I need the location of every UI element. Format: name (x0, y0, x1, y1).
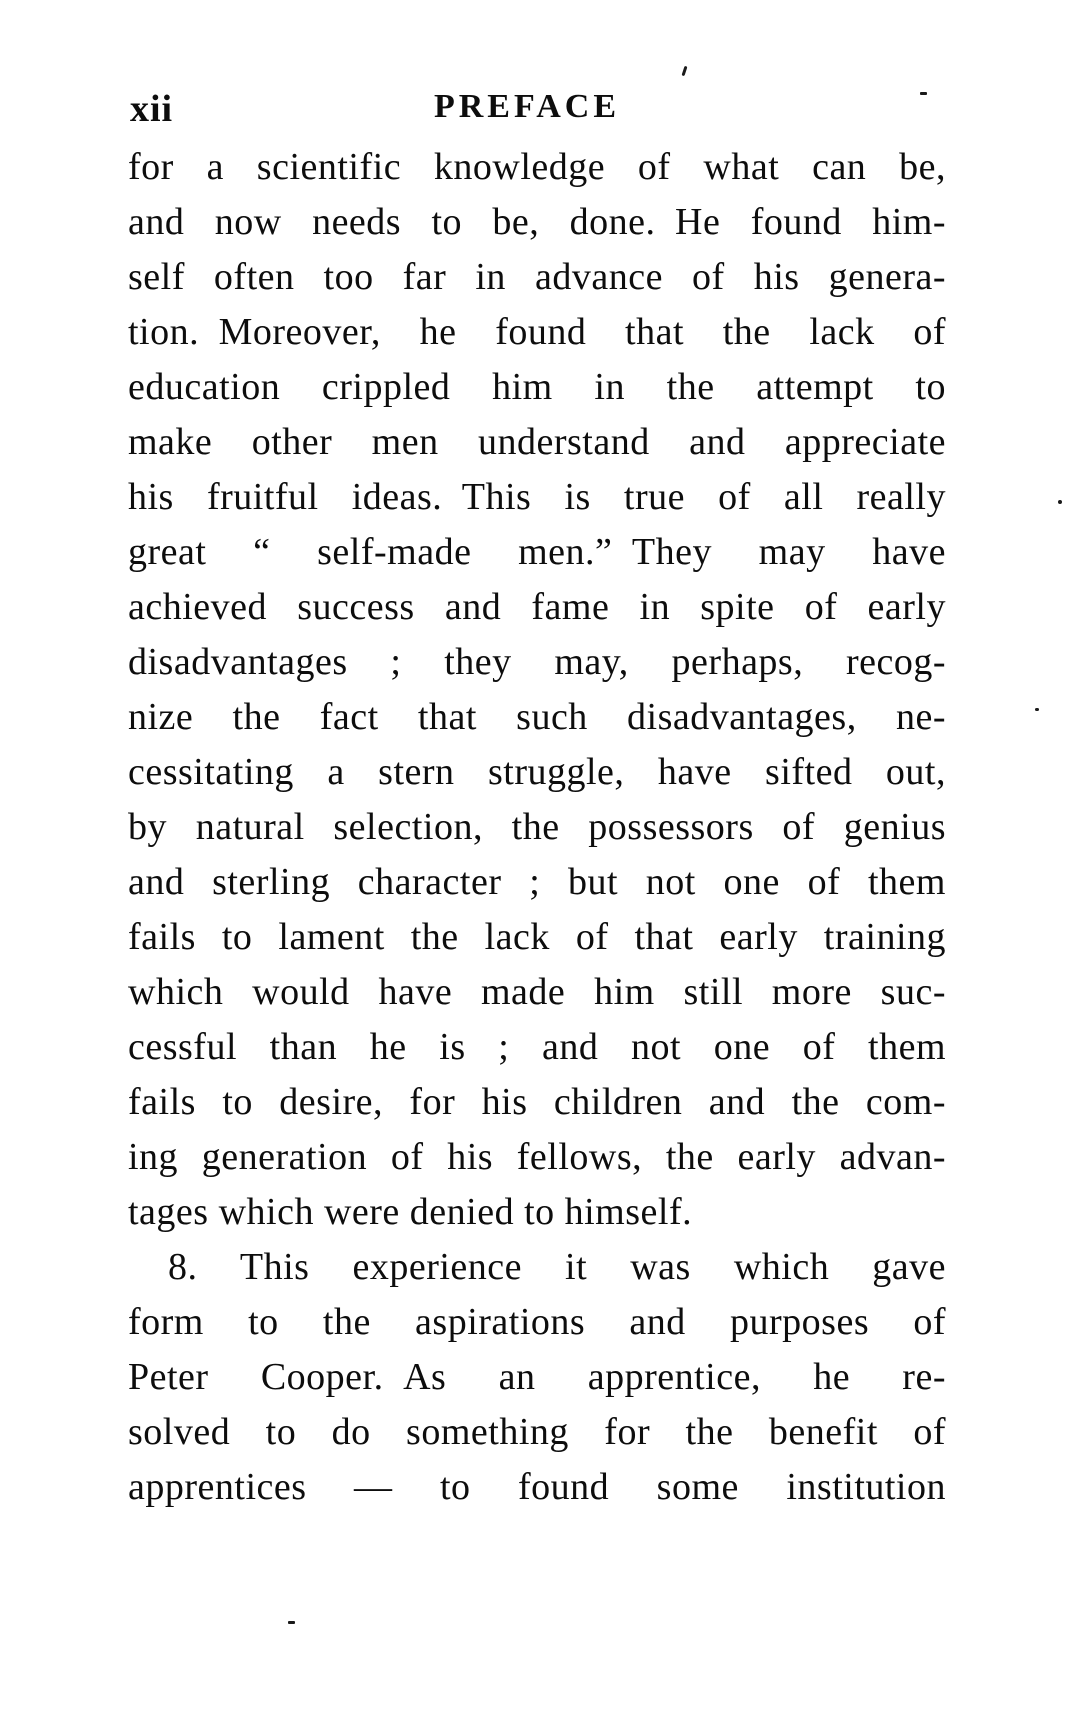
text-line: tion. Moreover, he found that the lack of (128, 311, 946, 353)
scan-speck (288, 1621, 295, 1624)
text-line: nize the fact that such disadvantages, ne- (128, 696, 946, 738)
text-line: achieved success and fame in spite of early (128, 586, 946, 628)
page-header (0, 88, 1068, 132)
text-line: which would have made him still more suc- (128, 971, 946, 1013)
text-line: for a scientific knowledge of what can be, (128, 146, 946, 188)
text-line: 8. This experience it was which gave (168, 1246, 946, 1288)
text-line: cessful than he is ; and not one of them (128, 1026, 946, 1068)
text-line: self often too far in advance of his genera- (128, 256, 946, 298)
text-line: his fruitful ideas. This is true of all really (128, 476, 946, 518)
text-line: tages which were denied to himself. (128, 1191, 693, 1233)
text-line: and now needs to be, done. He found him- (128, 201, 946, 243)
text-line: and sterling character ; but not one of them (128, 861, 946, 903)
text-line: Peter Cooper. As an apprentice, he re- (128, 1356, 946, 1398)
running-title: PREFACE (433, 88, 621, 125)
scan-speck (920, 92, 927, 95)
scan-speck (682, 66, 688, 76)
text-line: by natural selection, the possessors of genius (128, 806, 946, 848)
text-line: disadvantages ; they may, perhaps, recog- (128, 641, 946, 683)
text-line: fails to desire, for his children and the com- (128, 1081, 946, 1123)
text-line: great “ self-made men.” They may have (128, 531, 946, 573)
text-line: cessitating a stern struggle, have sifted out, (128, 751, 946, 793)
scan-speck (1058, 500, 1062, 504)
scan-speck (1035, 708, 1039, 711)
page-number: xii (130, 88, 174, 130)
text-line: ing generation of his fellows, the early advan- (128, 1136, 946, 1178)
text-line: education crippled him in the attempt to (128, 366, 946, 408)
text-line: solved to do something for the benefit of (128, 1411, 946, 1453)
text-line: form to the aspirations and purposes of (128, 1301, 946, 1343)
text-line: apprentices — to found some institution (128, 1466, 946, 1508)
body-text (128, 140, 946, 1515)
text-line: fails to lament the lack of that early training (128, 916, 946, 958)
text-line: make other men understand and appreciate (128, 421, 946, 463)
